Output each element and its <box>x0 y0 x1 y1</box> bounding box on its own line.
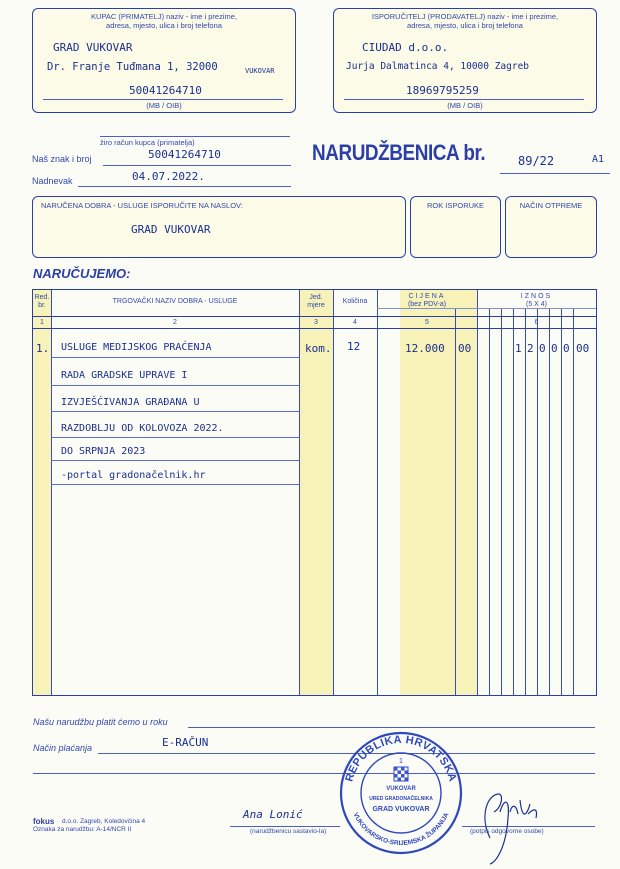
amount-digit-2: 2 <box>527 342 534 355</box>
supplier-box <box>333 8 597 113</box>
deadline-label: ROK ISPORUKE <box>426 201 485 210</box>
col-number-3: 3 <box>314 319 318 326</box>
col-number-2: 2 <box>173 319 177 326</box>
order-number: 89/22 <box>518 154 555 168</box>
buyer-label-1: KUPAC (PRIMATELJ) naziv - ime i prezime, <box>91 12 237 21</box>
payment-method-value: E-RAČUN <box>162 736 209 749</box>
header-unit-2: mjere <box>307 302 325 309</box>
publisher-name: fokus <box>33 817 55 826</box>
stamp-inner-2: URED GRADONAČELNIKA <box>369 796 433 802</box>
header-price-1: CIJENA <box>408 293 446 300</box>
official-stamp <box>338 730 464 856</box>
buyer-name: GRAD VUKOVAR <box>53 41 133 54</box>
buyer-oib-label: (MB / OIB) <box>146 101 182 110</box>
date-label: Nadnevak <box>32 176 73 186</box>
stamp-inner-1: VUKOVAR <box>386 786 416 792</box>
col-number-6: 6 <box>534 319 539 326</box>
ref-label: Naš znak i broj <box>32 154 92 164</box>
amount-digit-5: 0 <box>563 342 570 355</box>
stamp-outer-top: REPUBLIKA HRVATSKA <box>343 733 459 784</box>
document-title: NARUDŽBENICA br. <box>312 140 486 165</box>
signature-caption: (potpis odgovorne osobe) <box>470 828 544 835</box>
row-price-decimals: 00 <box>458 342 472 355</box>
col-number-4: 4 <box>353 319 357 326</box>
amount-digit-4: 0 <box>551 342 558 355</box>
row-line-3: IZVJEŠĆIVANJA GRAĐANA U <box>61 397 200 408</box>
order-suffix: A1 <box>592 154 605 165</box>
row-qty: 12 <box>347 340 361 353</box>
row-number: 1. <box>36 342 50 355</box>
supplier-label-2: adresa, mjesto, ulica i broj telefona <box>407 21 523 30</box>
row-price: 12.000 <box>405 342 445 355</box>
buyer-oib: 50041264710 <box>129 84 202 97</box>
amount-decimals: 00 <box>576 342 590 355</box>
delivery-address-value: GRAD VUKOVAR <box>131 223 211 236</box>
deadline-box <box>410 196 501 258</box>
method-box <box>505 196 597 258</box>
supplier-oib-label: (MB / OIB) <box>447 101 483 110</box>
stamp-number: 1 <box>399 758 403 765</box>
buyer-box <box>32 8 296 113</box>
col-number-5: 5 <box>425 319 429 326</box>
account-label: žiro račun kupca (primatelja) <box>100 138 195 147</box>
stamp-outer-bottom: VUKOVARSKO-SRIJEMSKA ŽUPANIJA <box>351 811 451 848</box>
row-line-2: RADA GRADSKE UPRAVE I <box>61 370 188 381</box>
row-line-5: DO SRPNJA 2023 <box>61 446 146 457</box>
payment-method-label: Način plaćanja <box>33 743 93 753</box>
amount-digit-3: 0 <box>539 342 546 355</box>
signature-scribble <box>476 778 546 868</box>
row-line-4: RAZDOBLJU OD KOLOVOZA 2022. <box>61 423 224 434</box>
supplier-label-1: ISPORUČITELJ (PRODAVATELJ) naziv - ime i prezime, <box>371 12 559 21</box>
stamp-inner-3: GRAD VUKOVAR <box>372 806 430 813</box>
supplier-address: Jurja Dalmatinca 4, 10000 Zagreb <box>346 61 530 72</box>
buyer-address: Dr. Franje Tuđmana 1, 32000 <box>47 61 218 73</box>
row-line-6: -portal gradonačelnik.hr <box>61 470 206 481</box>
header-amount-2: (5 X 4) <box>525 301 547 308</box>
header-rb-2: br. <box>38 302 46 309</box>
supplier-name: CIUDAD d.o.o. <box>362 41 449 54</box>
pay-label: Našu narudžbu platit ćemo u roku <box>33 717 168 727</box>
delivery-address-box <box>32 196 406 258</box>
publisher-line-2: Oznaka za narudžbu: A-14/NCR II <box>33 826 132 833</box>
row-line-1: USLUGE MEDIJSKOG PRAĆENJA <box>61 342 212 353</box>
order-heading: NARUČUJEMO: <box>33 266 131 281</box>
signer-name: Ana Lonić <box>243 808 303 821</box>
header-amount-1: IZNOS <box>520 293 553 300</box>
buyer-label-2: adresa, mjesto, ulica i broj telefona <box>106 21 222 30</box>
ref-value: 50041264710 <box>148 148 221 161</box>
date-value: 04.07.2022. <box>132 170 205 183</box>
header-rb-1: Red. <box>34 294 50 301</box>
col-number-1: 1 <box>40 319 44 326</box>
amount-digit-1: 1 <box>515 342 522 355</box>
signer-caption: (narudžbenicu sastavio-la) <box>250 828 327 835</box>
publisher-line-1: d.o.o. Zagreb, Koledovčina 4 <box>62 818 146 825</box>
header-qty: Količina <box>342 298 368 305</box>
row-unit: kom. <box>305 342 332 355</box>
delivery-address-label: NARUČENA DOBRA - USLUGE ISPORUČITE NA NASLOV: <box>41 201 243 210</box>
header-name: TRGOVAČKI NAZIV DOBRA - USLUGE <box>112 298 238 305</box>
header-unit-1: Jed. <box>309 294 323 301</box>
header-price-2: (bez PDV-a) <box>407 301 447 308</box>
supplier-oib: 18969795259 <box>406 84 479 97</box>
buyer-city: VUKOVAR <box>245 67 275 75</box>
method-label: NAČIN OTPREME <box>519 201 583 210</box>
order-table <box>32 289 597 696</box>
